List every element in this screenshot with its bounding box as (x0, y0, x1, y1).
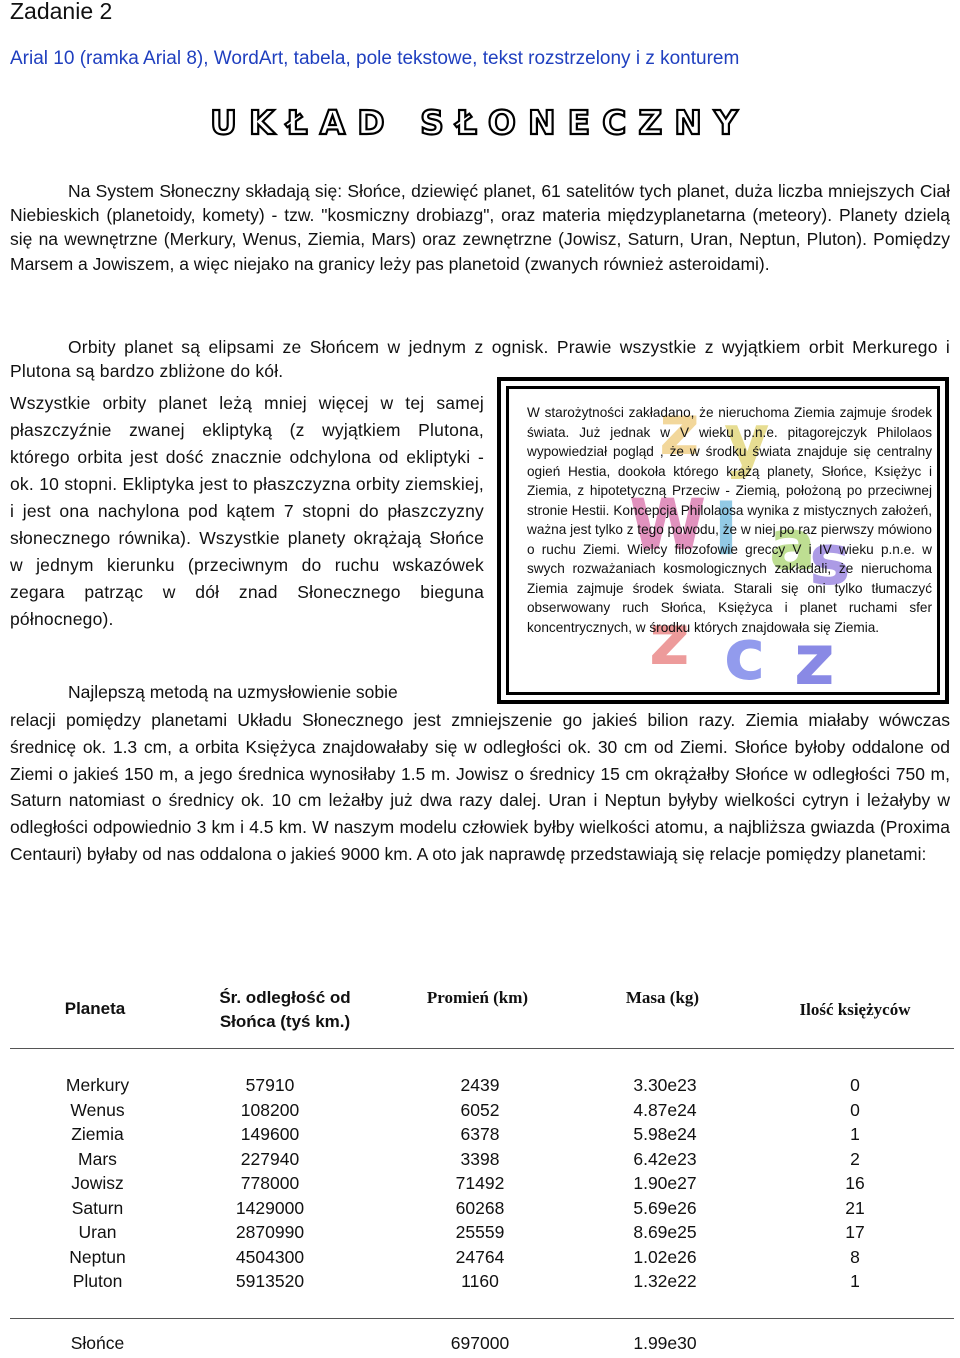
table-cell: 1.02e26 (633, 1246, 697, 1267)
table-cell: 2439 (460, 1075, 500, 1095)
watermark-letter: s (809, 519, 851, 601)
table-cell: Ziemia (71, 1124, 124, 1144)
watermark-letter: z (659, 389, 700, 471)
text-box-inner-frame (506, 386, 940, 695)
table-row (10, 1149, 954, 1174)
watermark-letter: z (649, 599, 690, 681)
watermark-letter: a (769, 504, 817, 586)
table-header-rule (10, 1048, 954, 1049)
table-header-planet: Planeta (64, 999, 126, 1018)
table-header-moons: Ilość księżyców (799, 1000, 911, 1019)
paragraph-intro (10, 179, 950, 276)
text-box-frame (497, 377, 949, 704)
table-cell: 1 (850, 1271, 860, 1291)
table-cell: 6.42e23 (633, 1148, 697, 1169)
table-cell: Saturn (71, 1197, 124, 1218)
table-cell: 8 (850, 1246, 860, 1267)
table-cell: 24764 (455, 1246, 505, 1267)
table-row (10, 1075, 954, 1100)
table-header-radius: Promień (km) (426, 988, 529, 1007)
table-cell: 3.30e23 (633, 1075, 697, 1095)
table-cell: 1429000 (235, 1197, 305, 1218)
table-cell: 778000 (240, 1173, 300, 1193)
table-cell: 0 (850, 1099, 860, 1120)
table-cell: 1.32e22 (633, 1271, 697, 1291)
table-cell: 697000 (450, 1333, 510, 1353)
table-cell: Jowisz (71, 1173, 124, 1193)
table-cell: 17 (845, 1222, 865, 1242)
table-row (10, 1222, 954, 1247)
text-box-content: W starożytności zakładano, że nieruchoma Ziemia zajmuje środek świata. Już jednak w V wieku p.n.e. pitagorejczyk Philolaos wypowiedział pogląd , że w środku świata znajduje się centralny ogień Hestia, dookoła którego krążą planety, Słońce, Księżyc i Ziemia, z hipotetyczną Przeciw - Ziemią, położoną po przeciwnej stronie Hestii. Koncepcja Philolaosa wynika z mistycznych założeń, ważna jest tylko z tego powodu, że w niej po raz pierwszy mówiono o ruchu Ziemi. Wielcy filozofowie greccy V i IV wieku p.n.e. w swych rozważaniach kosmologicznych zakładali, że nieruchoma Ziemia zajmuje środek świata. Starali się oni tylko tłumaczyć obserwowany ruch Słońca, Księżyca i planet ruchami sfer koncentrycznych, w środku których znajdowała się Ziemia. (527, 405, 932, 635)
paragraph-scale (10, 707, 950, 868)
table-cell: 71492 (455, 1173, 505, 1193)
paragraph-ecliptic-text: Wszystkie orbity planet leżą mniej więcej w tej samej płaszczyźnie zwanej ekliptyką (z wyjątkiem Plutona, którego orbita jest dość znacznie odchylona od ekliptyki - ok. 10 stopni. Ekliptyka jest to płaszczyzna orbity ziemskiej, i jest ona nachylona pod kątem 7 stopni do płaszczyzny słonecznego równika). Wszystkie planety okrążają Słońce w jednym kierunku (przeciwnym do ruchu wskazówek zegara patrząc w dół znad Słonecznego bieguna północnego). (10, 393, 484, 629)
paragraph-scale-text: relacji pomiędzy planetami Układu Słonecznego jest zmniejszenie go jakieś bilion razy. Ziemia miałaby wówczas średnicę ok. 1.3 cm, a orbita Księżyca znajdowałaby się w odległości ok. 30 cm od Ziemi. Słońce byłoby oddalone od Ziemi o jakieś 150 m, a jego średnica wynosiłaby 1.5 m. Jowisz o średnicy 15 cm okrążałby Słońce w odległości 750 m, Saturn natomiast o średnicy ok. 10 cm leżałby już dwa razy dalej. Uran i Neptun byłyby wielkości cytryn i leżałyby w odległości odpowiednio 3 km i 4.5 km. W naszym modelu człowiek byłby wielkości atomu, a najbliższa gwiazda (Proxima Centauri) byłaby od nas oddalona o jakieś 9000 km. A oto jak naprawdę przedstawiają się relacje pomiędzy planetami: (10, 710, 950, 864)
table-cell: 5913520 (235, 1271, 305, 1291)
table-row (10, 1173, 954, 1198)
table-row (10, 1247, 954, 1272)
table-cell: 4.87e24 (633, 1099, 697, 1120)
watermark-letter: l (714, 489, 738, 571)
table-cell: 60268 (455, 1197, 505, 1218)
table-bottom-rule (10, 1318, 954, 1319)
table-cell: 5.98e24 (633, 1124, 697, 1144)
table-header-distance: Śr. odległość od Słońca (tyś km.) (219, 988, 351, 1031)
table-cell: 25559 (455, 1222, 505, 1242)
table-cell: 21 (845, 1197, 865, 1218)
page-title: Zadanie 2 (10, 0, 113, 24)
table-row (10, 1100, 954, 1125)
table-row (10, 1271, 954, 1296)
table-cell: Merkury (65, 1075, 130, 1095)
paragraph-intro-text: Na System Słoneczny składają się: Słońce, dziewięć planet, 61 satelitów tych planet, duża liczba mniejszych Ciał Niebieskich (planetoidy, komety) - tzw. "kosmiczny drobiazg", oraz materia międzyplanetarna (meteory). Planety dzielą się na wewnętrzne (Merkury, Wenus, Ziemia, Mars) oraz zewnętrzne (Jowisz, Saturn, Uran, Neptun, Pluton). Pomiędzy Marsem a Jowiszem, a więc niejako na granicy leży pas planetoid (zwanych również asteroidami). (10, 181, 950, 274)
table-cell: 5.69e26 (633, 1197, 697, 1218)
table-cell: 57910 (245, 1075, 295, 1095)
table-cell: Pluton (72, 1271, 123, 1291)
table-cell: 4504300 (235, 1246, 305, 1267)
table-row-sun (10, 1333, 954, 1358)
table-cell: 108200 (240, 1099, 300, 1120)
table-cell: 1.90e27 (633, 1173, 697, 1193)
paragraph-orbits-text: Orbity planet są elipsami ze Słońcem w jednym z ognisk. Prawie wszystkie z wyjątkiem orbit Merkurego i Plutona są bardzo zbliżone do kół. (10, 337, 950, 382)
table-cell: 6052 (460, 1099, 500, 1120)
table-row (10, 1124, 954, 1149)
table-cell: 149600 (240, 1124, 300, 1144)
table-cell: 3398 (460, 1148, 500, 1169)
table-cell: 2870990 (235, 1222, 305, 1242)
table-cell: Wenus (70, 1099, 125, 1120)
table-cell: Mars (78, 1148, 117, 1169)
table-cell: 2 (850, 1148, 860, 1169)
watermark-letter: W (629, 484, 707, 566)
table-cell: 8.69e25 (633, 1222, 697, 1242)
table-row (10, 1198, 954, 1223)
table-cell: Słońce (70, 1333, 125, 1353)
table-cell: 0 (850, 1075, 860, 1095)
table-header-mass: Masa (kg) (625, 988, 700, 1007)
table-cell: Uran (78, 1222, 117, 1242)
watermark-letter: c (724, 614, 766, 695)
table-cell: 16 (845, 1173, 865, 1193)
page-subtitle: Arial 10 (ramka Arial 8), WordArt, tabela, pole tekstowe, tekst rozstrzelony i z konturem (10, 48, 740, 69)
watermark-letter: z (794, 619, 835, 695)
paragraph-ecliptic (10, 390, 484, 633)
table-cell: Neptun (69, 1246, 126, 1267)
paragraph-scale-start-text: Najlepszą metodą na uzmysłowienie sobie (68, 682, 398, 702)
table-cell: 1160 (461, 1271, 499, 1291)
watermark-letter: y (724, 399, 770, 481)
table-cell: 1.99e30 (633, 1333, 697, 1353)
table-cell: 6378 (460, 1124, 500, 1144)
paragraph-scale-start (10, 680, 484, 704)
table-cell: 227940 (240, 1148, 300, 1169)
wordart-heading: UKŁAD SŁONECZNY (210, 103, 750, 142)
table-cell: 1 (850, 1124, 860, 1144)
